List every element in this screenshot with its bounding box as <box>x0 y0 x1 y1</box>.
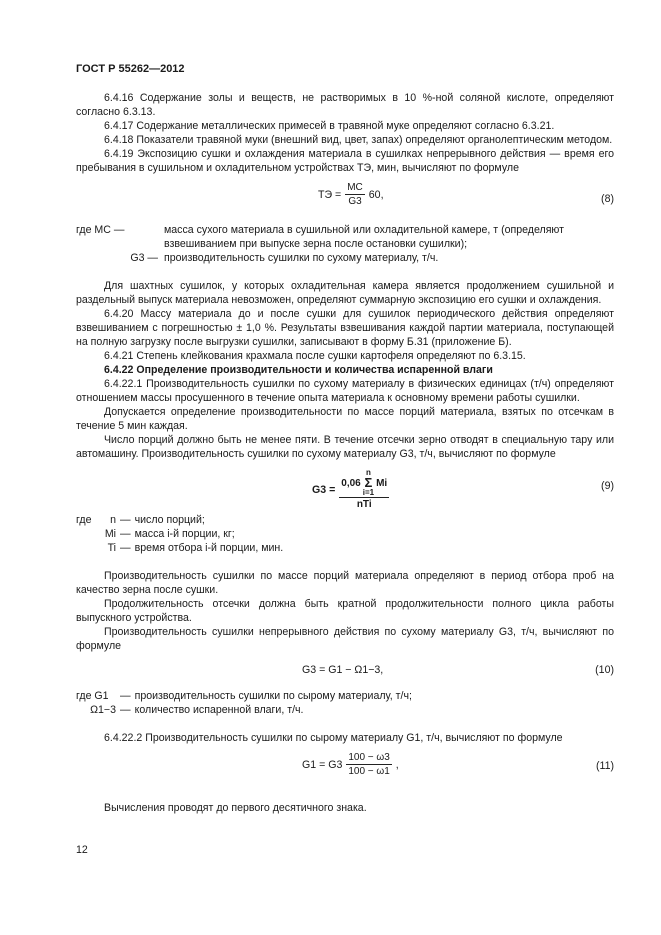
where-text: количество испаренной влаги, т/ч. <box>134 704 304 716</box>
fraction <box>339 469 389 511</box>
where-variable: Mi <box>104 528 116 540</box>
denominator: nTi <box>356 499 372 510</box>
document-header: ГОСТ Р 55262—2012 <box>76 63 185 75</box>
paragraph: Допускается определение производительности по массе порций материала, взятых по отсечкам в течение 5 мин каждая. <box>76 406 614 432</box>
sum-lower: i=1 <box>362 488 375 497</box>
paragraph: Для шахтных сушилок, у которых охладительная камера является продолжением сушильной и раздельный выпуск материала невозможен, определяют суммарную экспозицию его сушки и охлаждения. <box>76 280 614 306</box>
numerator: 100 − ω3 <box>348 752 390 763</box>
formula-lhs: TЭ = <box>318 188 342 201</box>
coefficient: 0,06 <box>341 477 361 489</box>
formula-lhs: G1 = G3 <box>302 758 343 771</box>
formula-8 <box>76 181 614 217</box>
formula-tail: , <box>395 758 399 771</box>
paragraph: 6.4.18 Показатели травяной муки (внешний вид, цвет, запах) определяют органолептическим методом. <box>104 134 613 146</box>
paragraph: Вычисления проводят до первого десятичного знака. <box>104 802 367 814</box>
paragraph: Производительность сушилки непрерывного действия по сухому материалу G3, т/ч, вычисляют по формуле <box>76 626 614 652</box>
formula-text: G3 = G1 − Ω1−3, <box>302 664 384 676</box>
where-block: где n — число порций; Mi — масса i-й порции, кг; Ti — время отбора i-й порции, мин. <box>76 514 284 554</box>
formula-number: (9) <box>601 480 614 492</box>
formula-number: (10) <box>595 664 614 676</box>
paragraph: 6.4.22.1 Производительность сушилки по сухому материалу в физических единицах (т/ч) определяют отношением массы просушенного в течение опыта материала к основному времени работы сушилки. <box>76 378 614 404</box>
paragraph: 6.4.21 Степень клейкования крахмала после сушки картофеля определяют по 6.3.15. <box>104 350 526 362</box>
formula-11 <box>76 749 614 787</box>
formula-9 <box>76 465 614 511</box>
paragraph: 6.4.20 Массу материала до и после сушки для сушилок периодического действия определяют взвешиванием с погрешностью ± 1,0 %. Результаты взвешивания каждой партии материала, поступающей на полную загрузку после выгрузки сушилки, записывают в форму Б.31 (приложение Б). <box>76 308 614 348</box>
paragraph: 6.4.16 Содержание золы и веществ, не растворимых в 10 %-ной соляной кислоте, определяют согласно 6.3.13. <box>76 92 614 118</box>
fraction <box>345 181 365 208</box>
where-text: масса i-й порции, кг; <box>134 528 235 540</box>
paragraph: 6.4.22.2 Производительность сушилки по сырому материалу G1, т/ч, вычисляют по формуле <box>104 732 563 744</box>
formula-tail: 60, <box>368 188 384 201</box>
where-variable: Ti <box>107 542 116 554</box>
paragraph: Число порций должно быть не менее пяти. В течение отсечки зерно отводят в специальную тару или автомашину. Производительность сушилки по сухому материалу G3, т/ч, вычисляют по формуле <box>76 434 614 460</box>
numerator: MС <box>347 182 363 193</box>
where-label: где G1 <box>76 690 109 702</box>
formula-lhs: G3 = <box>312 484 336 496</box>
where-text: производительность сушилки по сырому материалу, т/ч; <box>134 690 412 702</box>
where-label: G3 — <box>130 252 158 264</box>
where-text: число порций; <box>134 514 205 526</box>
denominator: 100 − ω1 <box>348 766 390 777</box>
numerator <box>339 469 389 498</box>
paragraph: Продолжительность отсечки должна быть кратной продолжительности полного цикла работы выпускного устройства. <box>76 598 614 624</box>
sum-upper: n <box>365 468 371 477</box>
formula-10 <box>76 657 614 689</box>
where-label: Ω1−3 <box>90 704 116 716</box>
paragraph: Производительность сушилки по массе порций материала определяют в период отбора проб на качество зерна после сушки. <box>76 570 614 596</box>
fraction <box>346 751 391 778</box>
section-heading: 6.4.22 Определение производительности и количества испаренной влаги <box>104 364 493 376</box>
where-block: где G1 — производительность сушилки по сырому материалу, т/ч; Ω1−3 — количество испаренной влаги, т/ч. <box>76 690 412 716</box>
sum-sign: n Σ i=1 <box>362 468 375 497</box>
where-variable: n <box>110 514 116 526</box>
paragraph: 6.4.19 Экспозицию сушки и охлаждения материала в сушилках непрерывного действия — время его пребывания в сушильном и охладительном устройствах ТЭ, мин, вычисляют по формуле <box>76 148 614 174</box>
where-block <box>76 223 614 265</box>
where-text: производительность сушилки по сухому материалу, т/ч. <box>164 252 439 264</box>
where-text: масса сухого материала в сушильной или охладительной камере, т (определяют взвешиванием при выпуске зерна после остановки сушилки); <box>164 224 564 250</box>
formula-number: (8) <box>601 193 614 205</box>
where-text: время отбора i-й порции, мин. <box>134 542 284 554</box>
page-body <box>76 91 614 815</box>
page-number: 12 <box>76 844 88 856</box>
variable: Mi <box>376 477 388 489</box>
where-label: где MС — <box>76 224 125 236</box>
paragraph: 6.4.17 Содержание металлических примесей в травяной муке определяют согласно 6.3.21. <box>104 120 555 132</box>
formula-number: (11) <box>595 760 614 772</box>
where-label: где <box>76 514 92 526</box>
denominator: G3 <box>348 196 362 207</box>
